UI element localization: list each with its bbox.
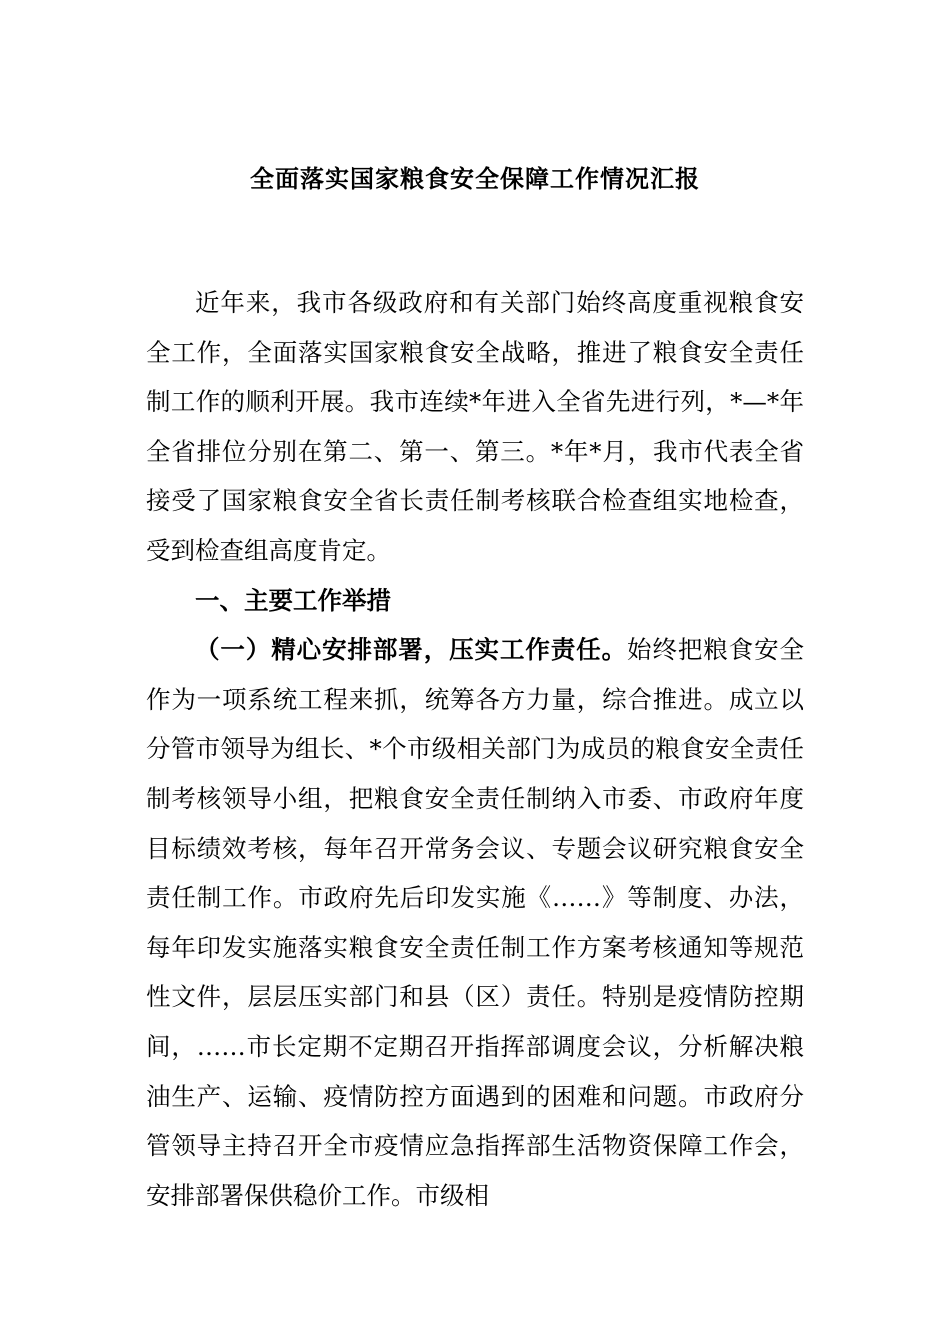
subsection-body: 始终把粮食安全作为一项系统工程来抓，统筹各方力量，综合推进。成立以分管市领导为组长、*个市级相关部门为成员的粮食安全责任制考核领导小组，把粮食安全责任制纳入市委、市政府年度目标绩效考核，每年召开常务会议、专题会议研究粮食安全责任制工作。市政府先后印发实施《……》等制度、办法，每年印发实施落实粮食安全责任制工作方案考核通知等规范性文件，层层压实部门和县（区）责任。特别是疫情防控期间，……市长定期不定期召开指挥部调度会议，分析解决粮油生产、运输、疫情防控方面遇到的困难和问题。市政府分管领导主持召开全市疫情应急指挥部生活物资保障工作会，安排部署保供稳价工作。市级相 [146, 635, 805, 1210]
subsection-paragraph [146, 625, 804, 1220]
document-body [146, 278, 804, 1220]
section-heading: 一、主要工作举措 [195, 585, 391, 615]
intro-paragraph: 近年来，我市各级政府和有关部门始终高度重视粮食安全工作，全面落实国家粮食安全战略，推进了粮食安全责任制工作的顺利开展。我市连续*年进入全省先进行列，*—*年全省排位分别在第二、第一、第三。*年*月，我市代表全省接受了国家粮食安全省长责任制考核联合检查组实地检查，受到检查组高度肯定。 [146, 288, 804, 565]
document-title: 全面落实国家粮食安全保障工作情况汇报 [250, 164, 700, 193]
subsection-lead: （一）精心安排部署，压实工作责任。 [195, 635, 628, 665]
